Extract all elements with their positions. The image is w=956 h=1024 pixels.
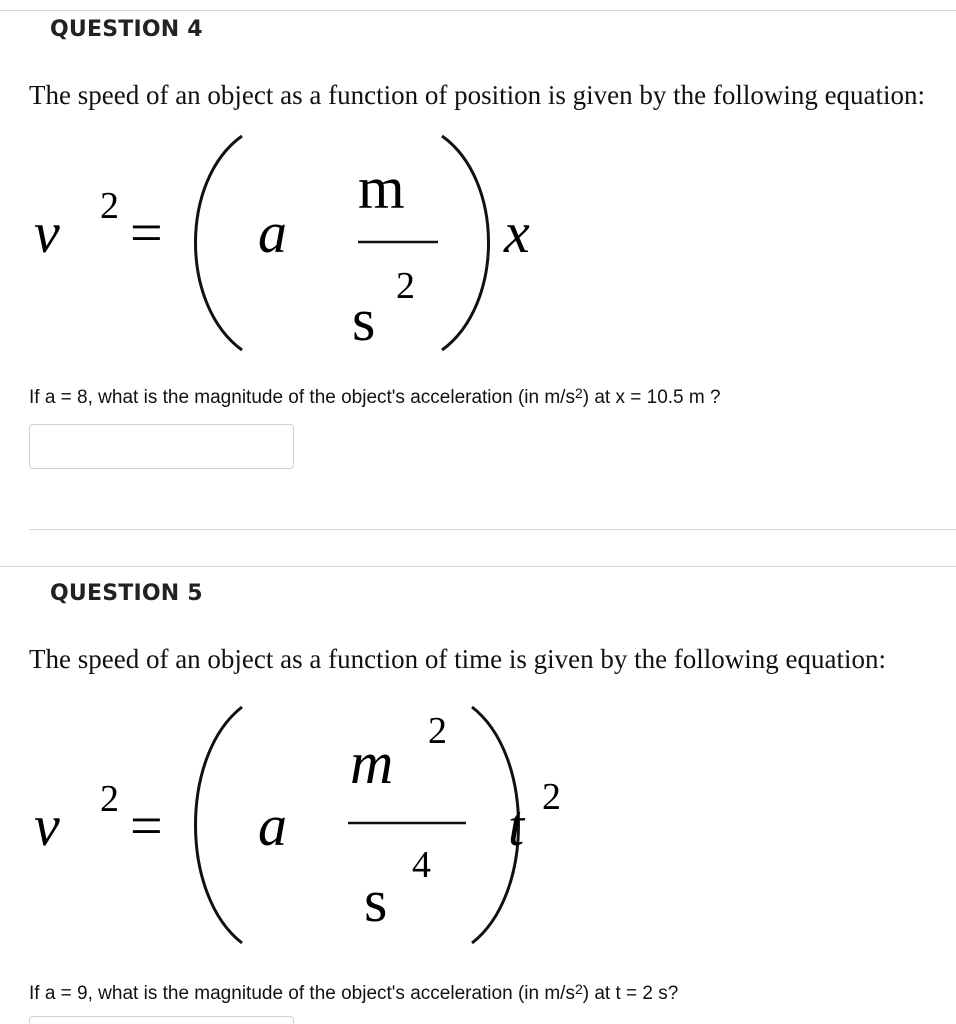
eq4-coef: a: [258, 200, 287, 265]
question-4-bottom-divider: [29, 529, 956, 530]
eq4-numerator: m: [358, 155, 405, 221]
question-4-prompt-tail: ) at x = 10.5 m ?: [582, 387, 721, 408]
eq4-left-paren: [196, 136, 243, 350]
eq5-lhs: v: [34, 793, 60, 858]
question-5-equation: [30, 695, 590, 955]
eq5-denominator: s: [364, 868, 388, 934]
question-4-title: QUESTION 4: [50, 17, 203, 42]
question-5-stem: The speed of an object as a function of time is given by the following equation:: [29, 644, 887, 674]
question-4-prompt-exponent: 2: [574, 385, 583, 401]
question-5-prompt-tail: ) at t = 2 s?: [582, 983, 679, 1004]
eq4-lhs-exponent: 2: [100, 185, 119, 227]
question-4-prompt: [29, 387, 721, 409]
eq5-variable: t: [508, 793, 525, 858]
question-5-prompt-text: If a = 9, what is the magnitude of the object's acceleration (in m/s: [29, 983, 575, 1004]
eq5-lhs-exponent: 2: [100, 778, 119, 820]
eq5-equals: =: [130, 793, 163, 858]
eq4-variable: x: [504, 200, 530, 265]
question-4-equation: [30, 130, 560, 360]
question-4-stem: The speed of an object as a function of position is given by the following equation:: [29, 80, 926, 110]
eq5-numerator-exponent: 2: [428, 710, 447, 752]
eq5-denominator-exponent: 4: [412, 844, 431, 886]
question-5-title: QUESTION 5: [50, 581, 203, 606]
eq4-equals: =: [130, 200, 163, 265]
question-5-top-divider: [0, 566, 956, 567]
eq4-denominator-exponent: 2: [396, 265, 415, 307]
eq5-left-paren: [196, 707, 243, 943]
question-4-answer-input[interactable]: [29, 424, 294, 469]
eq5-numerator: m: [350, 730, 394, 796]
question-5-answer-input[interactable]: [29, 1016, 294, 1024]
eq4-denominator: s: [352, 287, 376, 353]
question-4-prompt-text: If a = 8, what is the magnitude of the object's acceleration (in m/s: [29, 387, 575, 408]
eq5-variable-exponent: 2: [542, 776, 561, 818]
eq4-right-paren: [442, 136, 489, 350]
top-divider: [0, 10, 956, 11]
eq5-coef: a: [258, 793, 287, 858]
eq4-lhs: v: [34, 200, 60, 265]
question-5-prompt-exponent: 2: [574, 981, 583, 997]
question-5-prompt: [29, 983, 678, 1005]
